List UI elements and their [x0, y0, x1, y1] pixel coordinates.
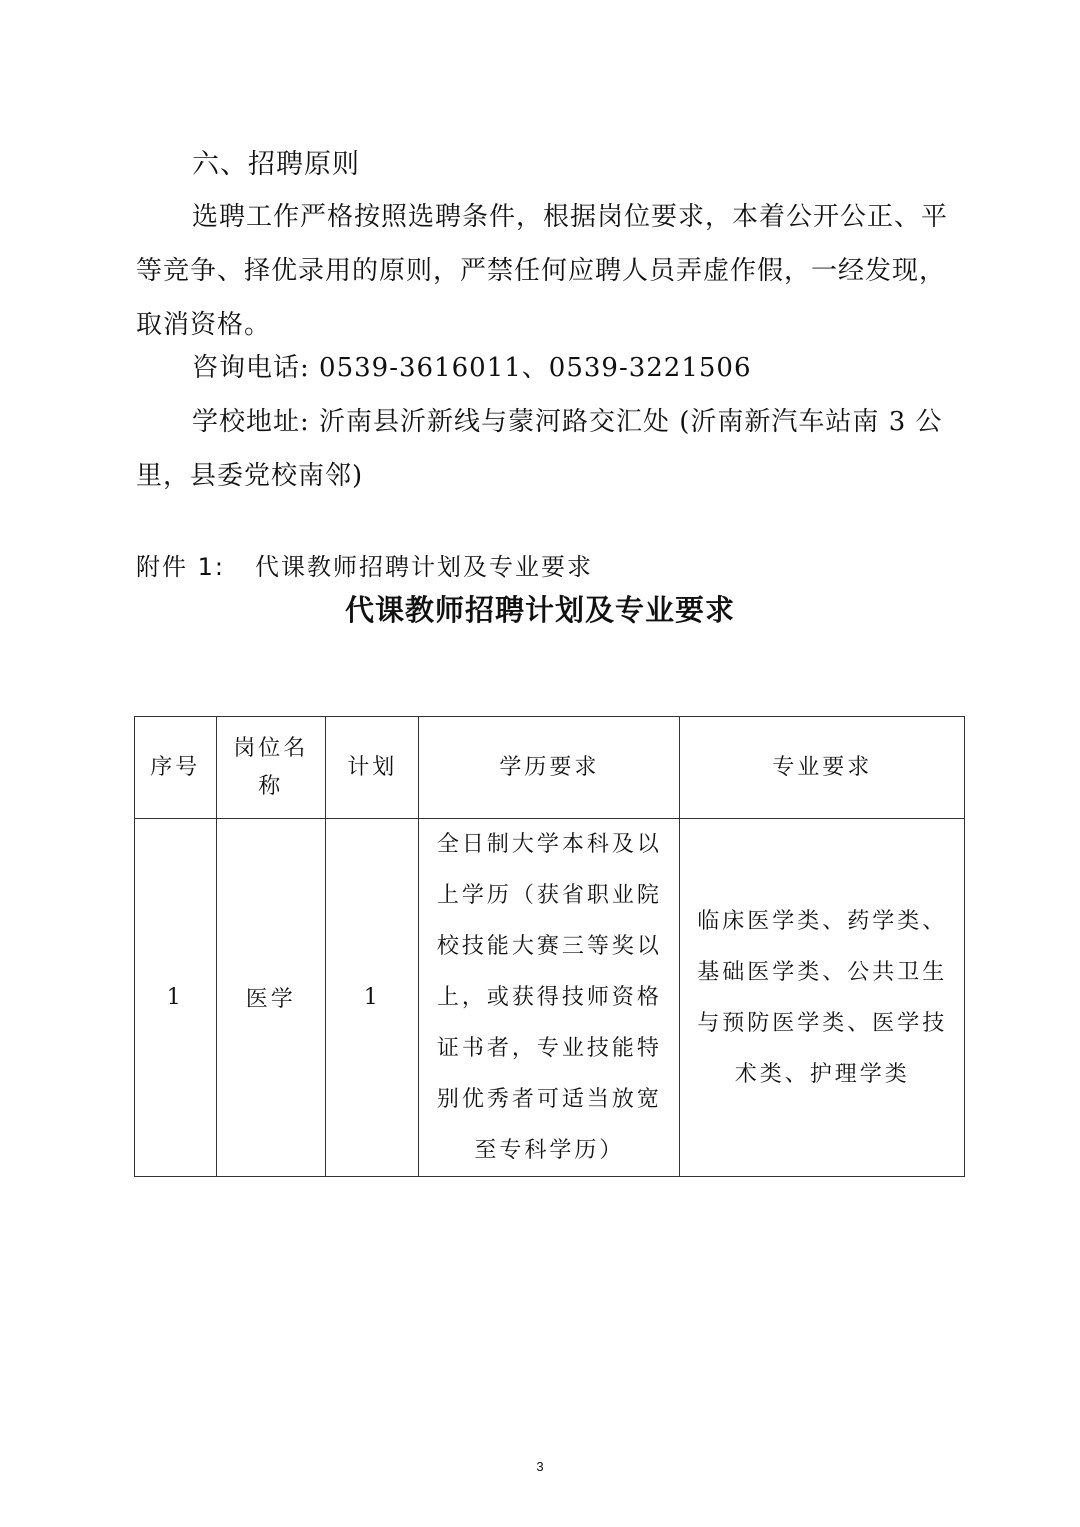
- annex-number: 附件 1:: [136, 553, 225, 581]
- contact-paragraph: [136, 341, 962, 395]
- table-title: 代课教师招聘计划及专业要求: [344, 593, 735, 627]
- cell-seq: 1: [135, 819, 217, 1177]
- table-row: [135, 819, 965, 1177]
- page-number: 3: [536, 1459, 544, 1474]
- section-heading: 六、招聘原则: [192, 149, 360, 180]
- contact-phone-text: 咨询电话: 0539-3616011、0539-3221506: [192, 353, 752, 383]
- header-seq: 序号: [135, 717, 217, 819]
- annex-label: [136, 547, 593, 582]
- recruitment-principle-paragraph: [136, 190, 962, 352]
- table-header-row: [135, 717, 965, 819]
- header-major: 专业要求: [680, 717, 965, 819]
- cell-position-name: 医学: [216, 819, 326, 1177]
- cell-major: 临床医学类、药学类、基础医学类、公共卫生与预防医学类、医学技术类、护理学类: [680, 819, 965, 1177]
- address-paragraph: [136, 395, 962, 503]
- cell-education: 全日制大学本科及以上学历（获省职业院校技能大赛三等奖以上，或获得技师资格证书者，专业技能特别优秀者可适当放宽至专科学历）: [419, 819, 680, 1177]
- annex-title: 代课教师招聘计划及专业要求: [254, 553, 593, 581]
- header-plan: 计划: [326, 717, 419, 819]
- recruitment-principle-text: 选聘工作严格按照选聘条件，根据岗位要求，本着公开公正、平等竞争、择优录用的原则，严禁任何应聘人员弄虚作假，一经发现，取消资格。: [136, 202, 949, 340]
- header-education: 学历要求: [419, 717, 680, 819]
- school-address-text: 学校地址: 沂南县沂新线与蒙河路交汇处 (沂南新汽车站南 3 公里，县委党校南邻): [136, 407, 943, 491]
- recruitment-plan-table: [134, 716, 965, 1177]
- cell-plan: 1: [326, 819, 419, 1177]
- header-position-name: 岗位名称: [216, 717, 326, 819]
